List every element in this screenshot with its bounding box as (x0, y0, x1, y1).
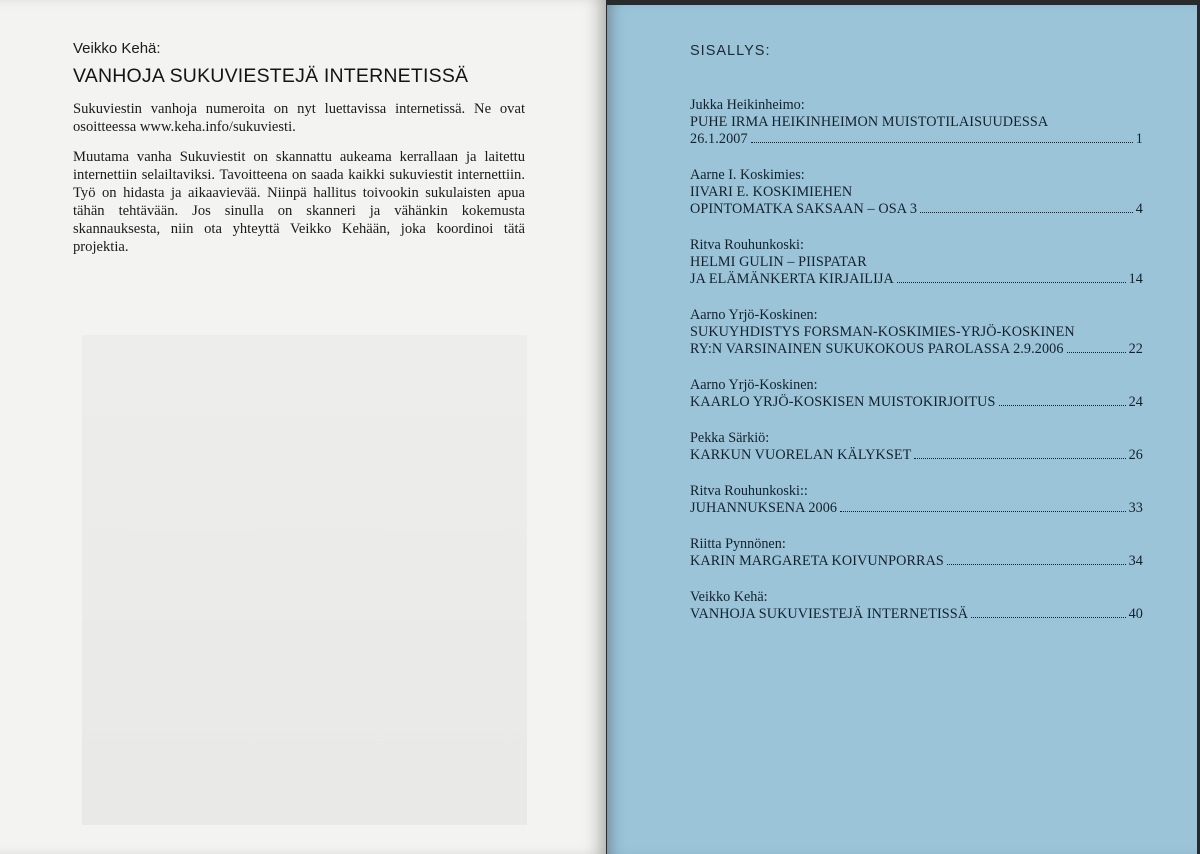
toc-entry-author: Riitta Pynnönen: (690, 536, 786, 552)
toc-entry-final-line (690, 500, 1143, 517)
toc-entry-title: KAARLO YRJÖ-KOSKISEN MUISTOKIRJOITUS (690, 394, 996, 410)
table-of-contents (690, 43, 1143, 642)
toc-entry-title: RY:N VARSINAINEN SUKUKOKOUS PAROLASSA 2.9.2006 (690, 341, 1064, 357)
toc-entry-author: Veikko Kehä: (690, 589, 768, 605)
article-paragraph: Sukuviestin vanhoja numeroita on nyt luettavissa internetissä. Ne ovat osoitteessa www.keha.info/sukuviesti. (73, 101, 525, 135)
toc-entry-title: VANHOJA SUKUVIESTEJÄ INTERNETISSÄ (690, 606, 969, 622)
toc-entry-final-line (690, 201, 1143, 218)
toc-entry-final-line (690, 271, 1143, 288)
toc-page-number: 33 (1128, 500, 1143, 516)
toc-entry-title: JA ELÄMÄNKERTA KIRJAILIJA (690, 271, 894, 287)
toc-entries (690, 97, 1143, 623)
toc-entry-author: Aarno Yrjö-Koskinen: (690, 377, 818, 393)
toc-entry-title: KARKUN VUORELAN KÄLYKSET (690, 447, 912, 463)
toc-entry-title: JUHANNUKSENA 2006 (690, 500, 838, 516)
toc-entry-final-line (690, 553, 1143, 570)
toc-page-number: 34 (1128, 553, 1143, 569)
toc-entry-title-line: SUKUYHDISTYS FORSMAN-KOSKIMIES-YRJÖ-KOSKINEN (690, 324, 1075, 340)
article-paragraph: Muutama vanha Sukuviestit on skannattu aukeama kerrallaan ja laitettu internettiin selailtaviksi. Tavoitteena on saada kaikki sukuviestit internettiin. Työ on hidasta ja aikaavievää. Niinpä hallitus toivookin sukulaisten apua tähän tehtävään. Jos sinulla on skanneri ja vähänkin kokemusta skannauksesta, niin ota yhteyttä Veikko Kehään, joka koordinoi tätä projektia. (73, 149, 525, 255)
toc-entry-title: 26.1.2007 (690, 131, 748, 147)
dot-leader (751, 142, 1133, 143)
toc-entry (690, 237, 1143, 288)
right-page (607, 5, 1197, 854)
toc-entry-author: Jukka Heikinheimo: (690, 97, 805, 113)
toc-entry-title-line: HELMI GULIN – PIISPATAR (690, 254, 867, 270)
toc-page-number: 1 (1135, 131, 1143, 147)
toc-entry-title-line: PUHE IRMA HEIKINHEIMON MUISTOTILAISUUDESSA (690, 114, 1049, 130)
toc-entry (690, 377, 1143, 411)
toc-entry (690, 430, 1143, 464)
toc-page-number: 24 (1128, 394, 1143, 410)
toc-entry-final-line (690, 341, 1143, 358)
toc-entry-final-line (690, 394, 1143, 411)
dot-leader (840, 511, 1125, 512)
show-through-shadow (82, 335, 527, 825)
article-title: VANHOJA SUKUVIESTEJÄ INTERNETISSÄ (73, 65, 469, 87)
toc-entry-title: KARIN MARGARETA KOIVUNPORRAS (690, 553, 944, 569)
toc-entry (690, 307, 1143, 358)
toc-entry (690, 97, 1143, 148)
dot-leader (1067, 352, 1126, 353)
toc-entry-author: Aarne I. Koskimies: (690, 167, 805, 183)
toc-entry (690, 167, 1143, 218)
article-author: Veikko Kehä: (73, 40, 161, 57)
toc-entry-final-line (690, 606, 1143, 623)
toc-entry-author: Pekka Särkiö: (690, 430, 770, 446)
article (73, 40, 525, 268)
dot-leader (971, 617, 1125, 618)
toc-entry-author: Ritva Rouhunkoski:: (690, 483, 808, 499)
dot-leader (999, 405, 1126, 406)
toc-entry-final-line (690, 447, 1143, 464)
dot-leader (947, 564, 1126, 565)
toc-entry (690, 536, 1143, 570)
toc-entry-final-line (690, 131, 1143, 148)
toc-entry-title-line: IIVARI E. KOSKIMIEHEN (690, 184, 853, 200)
toc-entry (690, 589, 1143, 623)
toc-page-number: 26 (1128, 447, 1143, 463)
dot-leader (914, 458, 1125, 459)
toc-page-number: 40 (1128, 606, 1143, 622)
toc-entry-author: Ritva Rouhunkoski: (690, 237, 804, 253)
dot-leader (897, 282, 1126, 283)
toc-entry-author: Aarno Yrjö-Koskinen: (690, 307, 818, 323)
toc-heading: SISALLYS: (690, 43, 771, 59)
toc-entry-title: OPINTOMATKA SAKSAAN – OSA 3 (690, 201, 918, 217)
toc-page-number: 22 (1128, 341, 1143, 357)
toc-page-number: 14 (1128, 271, 1143, 287)
toc-entry (690, 483, 1143, 517)
dot-leader (920, 212, 1133, 213)
toc-page-number: 4 (1135, 201, 1143, 217)
